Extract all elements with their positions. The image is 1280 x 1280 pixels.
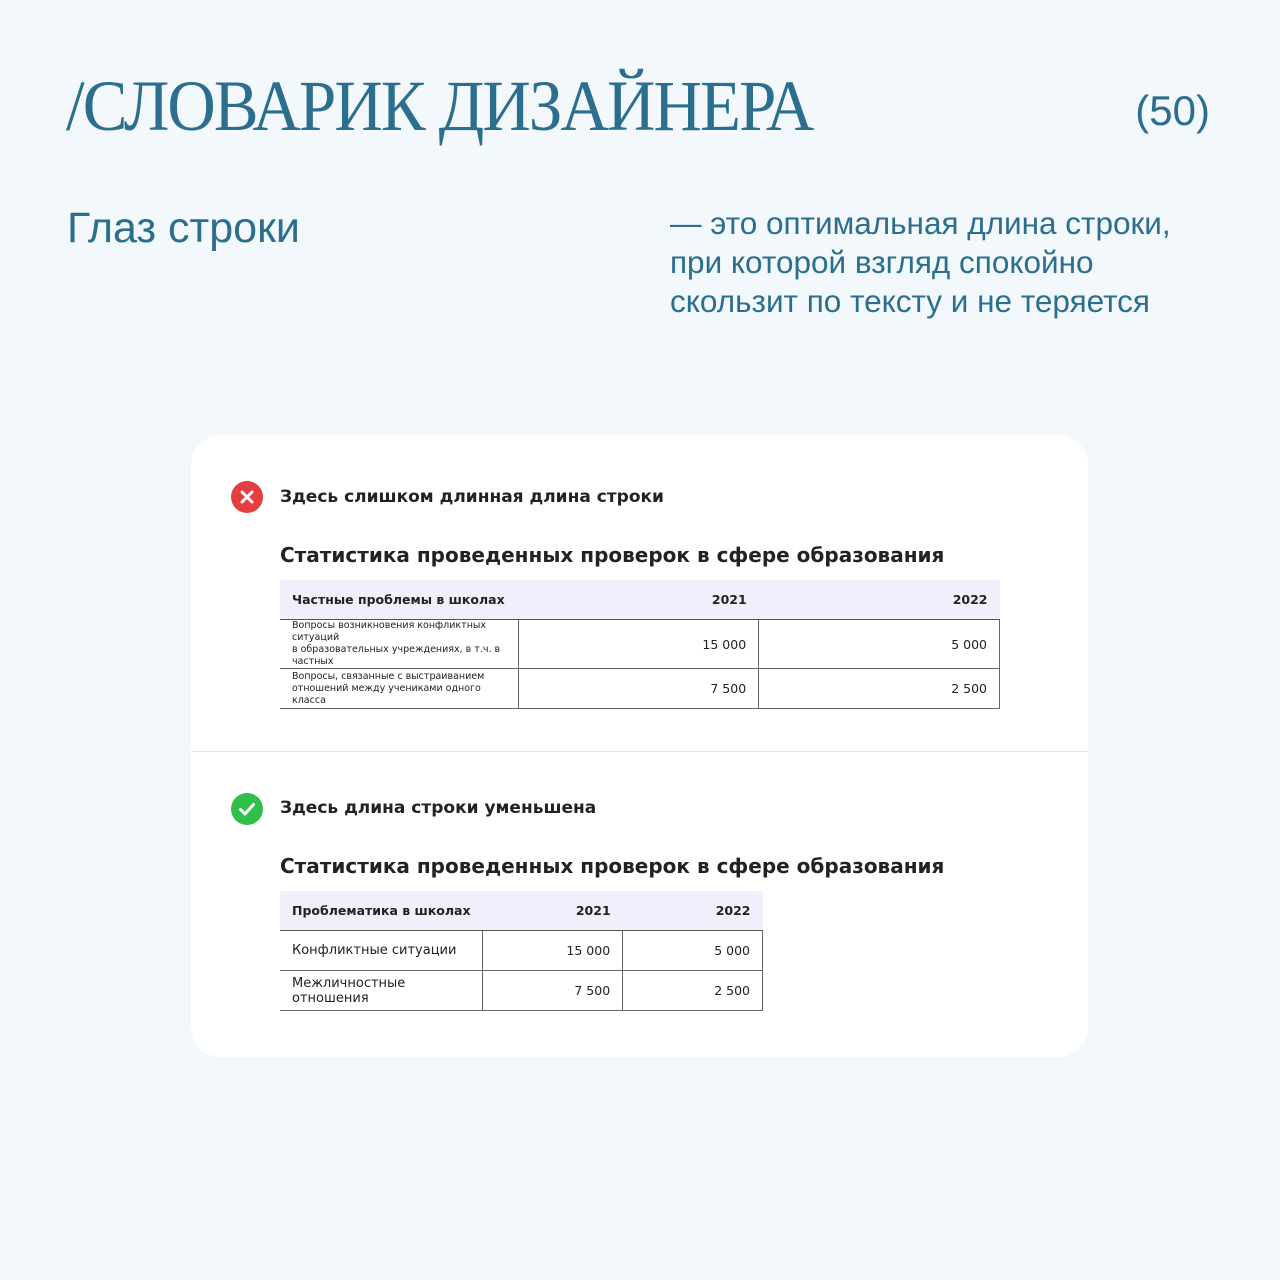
table-header-row xyxy=(280,580,1000,620)
bad-example-label: Здесь слишком длинная длина строки xyxy=(280,487,664,507)
table-cell: 5 000 xyxy=(759,620,1000,669)
table-cell: 7 500 xyxy=(483,971,623,1011)
table-cell: 5 000 xyxy=(623,931,763,971)
table-row xyxy=(280,620,1000,669)
term-definition xyxy=(670,204,1230,321)
table-row xyxy=(280,669,1000,709)
table-cell xyxy=(280,669,519,709)
close-icon xyxy=(231,481,263,513)
bad-table-title: Статистика проведенных проверок в сфере образования xyxy=(280,543,945,567)
table-header-cell: 2021 xyxy=(483,891,623,931)
definition-line: — это оптимальная длина строки, xyxy=(670,205,1171,241)
table-cell: 2 500 xyxy=(759,669,1000,709)
table-cell: 7 500 xyxy=(519,669,759,709)
bad-stats-table xyxy=(280,580,1000,709)
table-cell: Межличностные отношения xyxy=(280,971,483,1011)
table-cell: 15 000 xyxy=(519,620,759,669)
good-stats-table xyxy=(280,891,763,1011)
cell-line: отношений между учениками одного класса xyxy=(292,682,481,706)
card-divider xyxy=(191,751,1088,752)
good-table-title: Статистика проведенных проверок в сфере образования xyxy=(280,854,945,878)
table-cell xyxy=(280,620,519,669)
cell-line: Вопросы возникновения конфликтных ситуаций xyxy=(292,620,487,643)
table-header-cell: 2022 xyxy=(759,580,1000,620)
definition-line: при которой взгляд спокойно xyxy=(670,244,1094,280)
issue-number: (50) xyxy=(1135,87,1210,134)
table-row xyxy=(280,931,763,971)
table-header-cell: 2021 xyxy=(519,580,759,620)
good-example-label: Здесь длина строки уменьшена xyxy=(280,798,597,818)
cell-line: в образовательных учреждениях, в т.ч. в частных xyxy=(292,644,501,667)
cell-line: Вопросы, связанные с выстраиванием xyxy=(292,670,485,682)
table-header-cell: Проблематика в школах xyxy=(280,891,483,931)
table-row xyxy=(280,971,763,1011)
example-card xyxy=(191,435,1088,1057)
check-icon xyxy=(231,793,263,825)
table-header-row xyxy=(280,891,763,931)
table-header-cell: Частные проблемы в школах xyxy=(280,580,519,620)
definition-line: скользит по тексту и не теряется xyxy=(670,283,1150,319)
brand-title: /СЛОВАРИК ДИЗАЙНЕРА xyxy=(66,66,813,146)
table-cell: 15 000 xyxy=(483,931,623,971)
table-header-cell: 2022 xyxy=(623,891,763,931)
term-title: Глаз строки xyxy=(67,204,300,252)
table-cell: 2 500 xyxy=(623,971,763,1011)
table-cell: Конфликтные ситуации xyxy=(280,931,483,971)
